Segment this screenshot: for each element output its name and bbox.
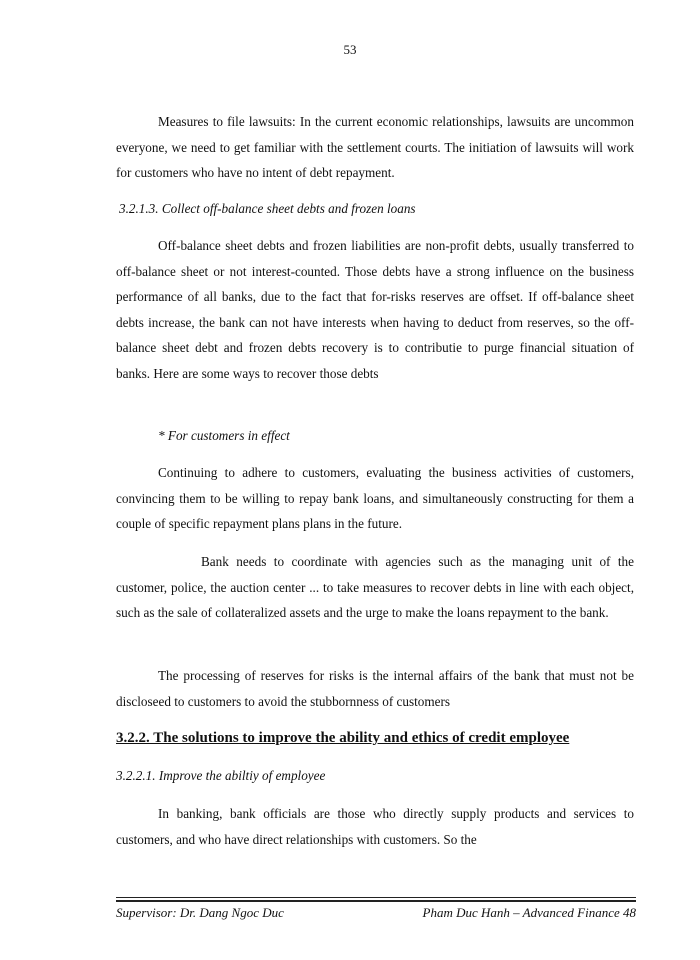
page-number: 53 xyxy=(343,42,357,57)
subheading-customers-in-effect: * For customers in effect xyxy=(158,428,290,443)
paragraph-adhere-customers: Continuing to adhere to customers, evaluating the business activities of customers, convincing them to be willing to repay bank loans, and simultaneously constructing for them a couple of specific repayment plans plans in the future. xyxy=(116,465,634,531)
heading-3-2-1-3: 3.2.1.3. Collect off-balance sheet debts and frozen loans xyxy=(119,201,416,216)
heading-3-2-2: 3.2.2. The solutions to improve the ability and ethics of credit employee xyxy=(116,730,570,746)
paragraph-banking-officials: In banking, bank officials are those who directly supply products and services to customers, and who have direct relationships with customers. So the xyxy=(116,806,634,847)
footer-rule-thick xyxy=(116,900,636,902)
paragraph-lawsuits: Measures to file lawsuits: In the current economic relationships, lawsuits are uncommon everyone, we need to get familiar with the settlement courts. The initiation of lawsuits will work for customers who have no intent of debt repayment. xyxy=(116,114,634,180)
footer-author: Pham Duc Hanh – Advanced Finance 48 xyxy=(422,905,636,920)
paragraph-coordinate-agencies: Bank needs to coordinate with agencies such as the managing unit of the customer, police, the auction center ... to take measures to recover debts in line with each object, such as the sale of collateralized assets and the urge to make the loans repayment to the bank. xyxy=(116,554,634,620)
paragraph-reserves: The processing of reserves for risks is the internal affairs of the bank that must not be discloseed to customers to avoid the stubbornness of customers xyxy=(116,668,634,709)
footer-rule-thin xyxy=(116,897,636,898)
heading-3-2-2-1: 3.2.2.1. Improve the abiltiy of employee xyxy=(116,768,326,783)
paragraph-off-balance-debts: Off-balance sheet debts and frozen liabilities are non-profit debts, usually transferred to off-balance sheet or not interest-counted. Those debts have a strong influence on the business performance of all banks, due to the fact that for-risks reserves are offset. If off-balance sheet debts increase, the bank can not have interests when having to deduct from reserves, so the off-balance sheet debt and frozen debts recovery is to contributie to purge financial situation of banks. Here are some ways to recover those debts xyxy=(116,238,634,381)
footer-supervisor: Supervisor: Dr. Dang Ngoc Duc xyxy=(116,905,284,920)
